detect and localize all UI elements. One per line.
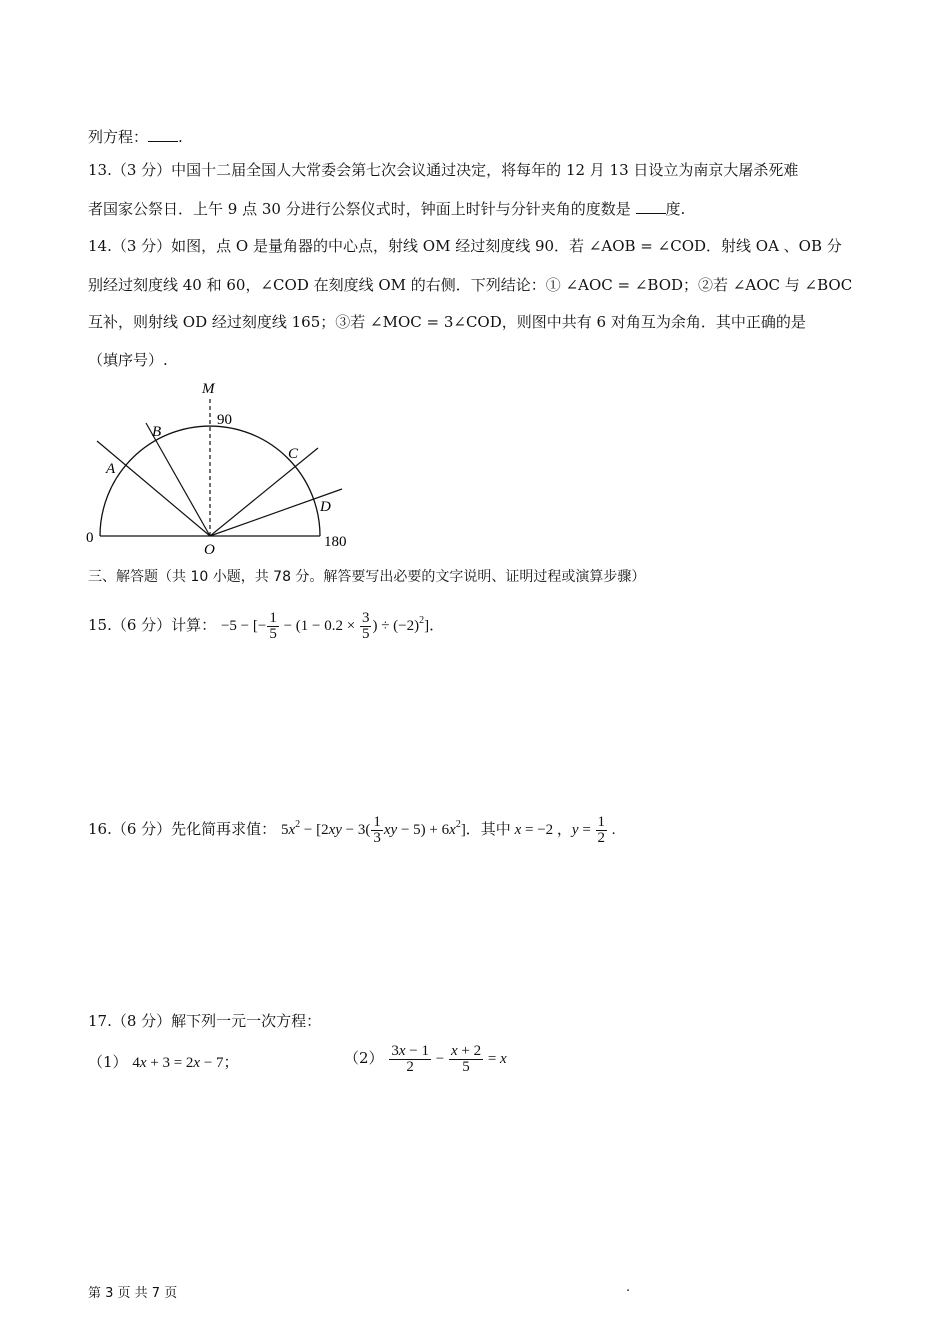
q17-part2: （2） $\frac{3x - 1}{2}$ − $\frac{x + 2}{5}$ = x: [344, 1043, 507, 1075]
ray-oa: [97, 441, 210, 536]
q17-part2-expr: $\frac{3x - 1}{2}$ − $\frac{x + 2}{5}$ = x: [391, 1043, 507, 1075]
answer-blank: [636, 199, 666, 214]
q17-part1-expr: 4x + 3 = 2x − 7；: [132, 1055, 239, 1071]
label-180: 180: [324, 534, 347, 550]
footer-dot: .: [626, 1280, 631, 1295]
answer-blank: [148, 127, 178, 142]
q16-expr: $5x^2 - [2xy - 3$( $\frac{1}{3}$ xy − $5) + 6x^2$]．其中 x = −2 ，y = $\frac{1}{2}$ .: [280, 814, 616, 847]
label-d: D: [320, 499, 331, 515]
q17-part1: （1） 4x + 3 = 2x − 7；: [88, 1053, 239, 1071]
q14-line1: 14.（3 分）如图，点 O 是量角器的中心点，射线 OM 经过刻度线 90．若 ∠AOB = ∠COD．射线 OA 、OB 分: [88, 237, 842, 255]
page-footer: 第 3 页 共 7 页: [88, 1286, 178, 1301]
q15-prefix: 15.（6 分）计算：: [88, 616, 217, 634]
q16-prefix: 16.（6 分）先化简再求值：: [88, 820, 277, 838]
section-title: 三、解答题（共 10 小题，共 78 分。解答要写出必要的文字说明、证明过程或演算步骤）: [88, 569, 646, 585]
label-o: O: [204, 542, 215, 558]
q17-title: 17.（8 分）解下列一元一次方程：: [88, 1012, 322, 1030]
label-0: 0: [86, 530, 94, 546]
q12-tail: 列方程： .: [88, 128, 183, 146]
protractor-figure: [80, 372, 370, 562]
q14-line4: （填序号）.: [88, 351, 168, 369]
q13-line1: 13.（3 分）中国十二届全国人大常委会第七次会议通过决定，将每年的 12 月 13 日设立为南京大屠杀死难: [88, 161, 799, 179]
label-90: 90: [217, 412, 232, 428]
q14-line2: 别经过刻度线 40 和 60，∠COD 在刻度线 OM 的右侧．下列结论：① ∠AOC = ∠BOD；②若 ∠AOC 与 ∠BOC: [88, 276, 853, 294]
label-m: M: [202, 381, 215, 397]
label-c: C: [288, 446, 299, 462]
q15-expr: −5 − [− $\frac{1}{5}$ − (1 − 0.2 × $\frac{3}{5}$ ) ÷ $(-2)^2$]．: [220, 610, 445, 643]
label-a: A: [106, 461, 116, 477]
q16: [88, 815, 616, 846]
label-b: B: [152, 424, 162, 440]
ray-oc: [210, 448, 318, 536]
q14-line3: 互补，则射线 OD 经过刻度线 165；③若 ∠MOC = 3∠COD，则图中共有 6 对角互为余角．其中正确的是: [88, 313, 806, 331]
q13-line2: 者国家公祭日．上午 9 点 30 分进行公祭仪式时，钟面上时针与分针夹角的度数是 度.: [88, 200, 686, 218]
q12-text: 列方程：: [88, 128, 149, 146]
q15: [88, 611, 444, 642]
